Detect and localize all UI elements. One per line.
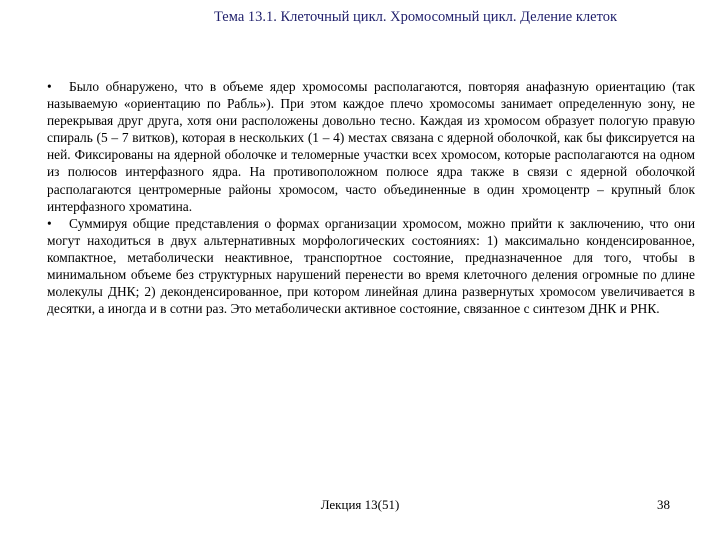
footer-page-number: 38 — [657, 497, 670, 512]
bullet-icon: • — [47, 215, 52, 231]
paragraph-2 — [47, 215, 695, 318]
footer-lecture-label: Лекция 13(51) — [320, 497, 400, 512]
paragraph-2-text: Суммируя общие представления о формах организации хромосом, можно прийти к заключению, что они могут находиться в двух альтернативных морфологических состояниях: 1) максимально конденсированное, компактное, метаболически неактивное, транспортное состояние, предназначенное для того, чтобы в минимальном объеме без структурных нарушений перенести во время клеточного деления огромные по длине молекулы ДНК; 2) деконденсированное, при котором линейная длина развернутых хромосом увеличивается в десятки, а иногда и в сотни раз. Это метаболически активное состояние, связанное с синтезом ДНК и РНК. — [47, 215, 695, 317]
slide-title: Тема 13.1. Клеточный цикл. Хромосомный цикл. Деление клеток — [214, 9, 618, 25]
paragraph-1-text: Было обнаружено, что в объеме ядер хромосомы располагаются, повторяя анафазную ориентацию (так называемую «ориентацию по Рабль»). При этом каждое плечо хромосомы занимает определенную зону, не перекрывая друг друга, хотя они расположены довольно тесно. Каждая из хромосом образует пологую правую спираль (5 – 7 витков), которая в нескольких (1 – 4) местах связана с ядерной оболочкой, как бы фиксируется на ней. Фиксированы на ядерной оболочке и теломерные участки всех хромосом, которые располагаются на одном из полюсов интерфазного ядра. На противоположном полюсе ядра также в связи с ядерной оболочкой располагаются центромерные районы хромосом, часто объединенные в один хромоцентр – крупный блок интерфазного хроматина. — [47, 79, 695, 214]
paragraph-1 — [47, 78, 695, 215]
slide-body — [47, 78, 695, 317]
bullet-icon: • — [47, 79, 52, 94]
